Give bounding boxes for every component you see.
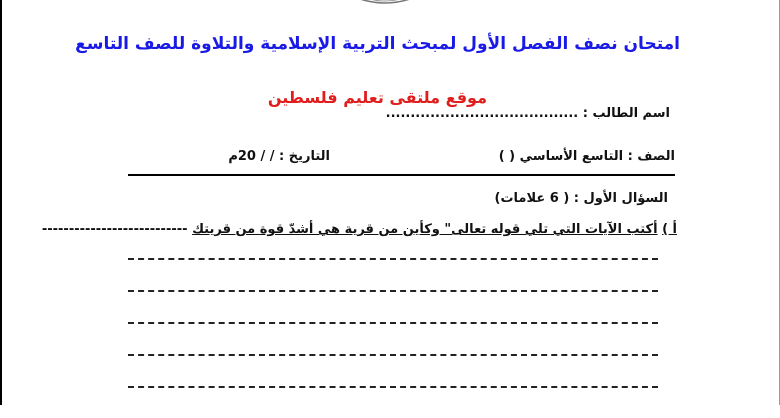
date-label: التاريخ : / / 20م — [228, 149, 330, 164]
answer-lines — [128, 258, 658, 418]
site-name: موقع ملتقى تعليم فلسطين — [267, 88, 487, 107]
part-a-label: أ ) — [662, 222, 677, 237]
student-name-row — [386, 106, 670, 121]
part-a-text: أكتب الآيات التي تلي قوله تعالى" وكأين من قرية هي أشدّ قوة من قريتك — [192, 222, 658, 237]
grade-label: الصف : التاسع الأساسي ( ) — [498, 149, 675, 164]
authority-emblem-icon — [330, 0, 440, 12]
student-name-label: اسم الطالب : — [582, 106, 670, 121]
answer-line — [128, 354, 658, 357]
answer-line — [128, 322, 658, 325]
answer-line — [128, 258, 658, 261]
part-a-dashes: --------------------------- — [41, 222, 188, 237]
exam-title: امتحان نصف الفصل الأول لمبحث التربية الإسلامية والتلاوة للصف التاسع — [75, 34, 680, 54]
page-border-left — [0, 0, 2, 405]
question-1-part-a — [42, 222, 677, 237]
answer-line — [128, 290, 658, 293]
answer-line — [128, 386, 658, 389]
student-name-blank: ....................................... — [385, 106, 579, 121]
section-divider — [128, 174, 675, 176]
question-1-title: السؤال الأول : ( 6 علامات) — [494, 191, 668, 206]
